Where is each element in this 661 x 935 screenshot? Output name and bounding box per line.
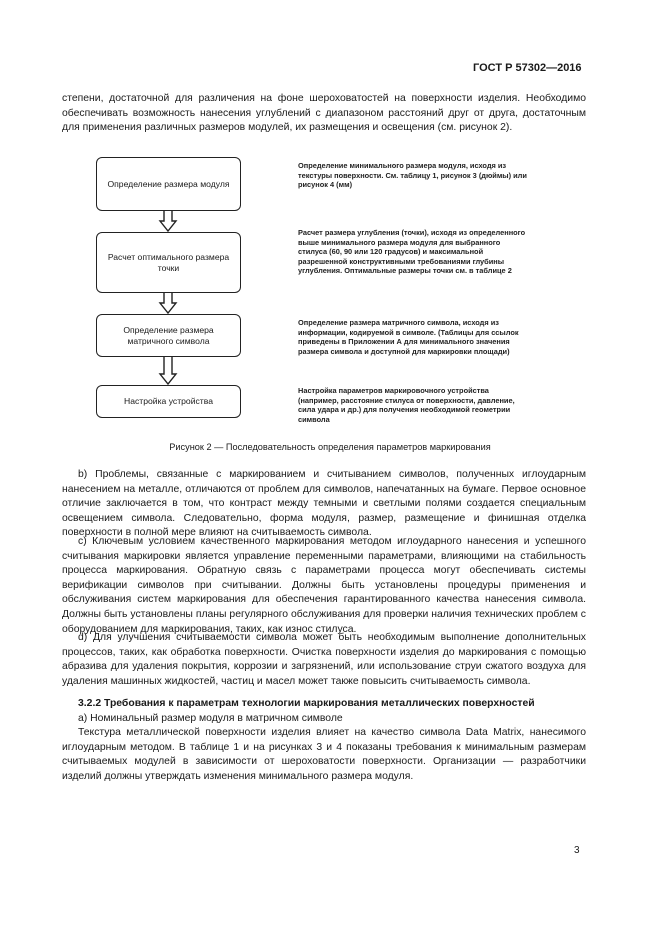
flow-note-4: Настройка параметров маркировочного устройства (например, расстояние стилуса от поверхности, давление, сила удара и др.) для получения необходимой геометрии символа — [298, 386, 515, 424]
flow-note-2: Расчет размера углубления (точки), исходя из определенного выше минимального размера модуля для выбранного стилуса (60, 90 или 120 градусов) и максимальной разрешенной конструктивными требованиями глубины углубления. Оптимальные размеры точки см. в таблице 2 — [298, 228, 526, 276]
flowchart-arrows — [0, 0, 661, 440]
sub-item-a: а) Номинальный размер модуля в матричном символе — [78, 713, 343, 724]
flow-note-3: Определение размера матричного символа, исходя из информации, кодируемой в символе. (Таблицы для ссылок приведены в Приложении А для минимального значения размера символа и доступной для маркировки площади) — [298, 318, 519, 356]
arrow-down-icon — [160, 210, 176, 231]
paragraph-d: d) Для улучшения считываемости символа может быть необходимым выполнение дополнительных процессов, таких, как обработка поверхности. Очистка поверхности изделия до маркирования с помощью абразива для удаления покрытия, коррозии и загрязнений, или использование струи сжатого воздуха для удаления машинных жидкостей, частиц и масел может также повысить считываемость символа. — [62, 632, 586, 687]
paragraph-b: b) Проблемы, связанные с маркированием и считыванием символов, полученных иглоударным нанесением на металле, отличаются от проблем для символов, напечатанных на бумаге. Первое основное отличие заключается в том, что контраст между темными и светлыми полями создается специальным освещением символа. Следовательно, форма модуля, размер, размещение и финишная отделка поверхности в полной мере влияют на считываемость символа. — [62, 469, 586, 539]
document-number: ГОСТ Р 57302—2016 — [473, 62, 582, 74]
section-heading: 3.2.2 Требования к параметрам технологии маркирования металлических поверхностей — [78, 698, 535, 709]
flow-note-1: Определение минимального размера модуля, исходя из текстуры поверхности. См. таблицу 1, рисунок 3 (дюймы) или рисунок 4 (мм) — [298, 161, 527, 190]
flow-step-3: Определение размера матричного символа — [96, 314, 241, 357]
arrow-down-icon — [160, 292, 176, 313]
page-number: 3 — [574, 845, 580, 856]
paragraph-c: c) Ключевым условием качественного маркирования методом иглоударного нанесения и успешного считывания маркировки является управление переменными параметрами, влияющими на стабильность процесса маркирования. Обратную связь с параметрами процесса могут обеспечивать системы верификации символов при считывании. Должны быть установлены процедуры применения и обслуживания систем маркирования для обеспечения гарантированного качества нанесения символа. Должны быть установлены планы регулярного обслуживания для проверки наличия технических проблем с оборудованием для маркирования, таких, как износ стилуса. — [62, 536, 586, 635]
flow-step-4: Настройка устройства — [96, 385, 241, 418]
intro-paragraph: степени, достаточной для различения на фоне шероховатостей на поверхности изделия. Необходимо обеспечивать возможность нанесения углублений с диапазоном расстояний друг от друга, достаточным для применения различных размеров модулей, их размещения и освещения (см. рисунок 2). — [62, 93, 586, 134]
final-paragraph: Текстура металлической поверхности изделия влияет на качество символа Data Matrix, нанесимого иглоударным методом. В таблице 1 и на рисунках 3 и 4 показаны требования к минимальным размерам считываемых модулей в зависимости от шероховатости поверхности. Организации — разработчики изделий должны утверждать изменения минимального размера модуля. — [62, 727, 586, 782]
flow-step-2: Расчет оптимального размера точки — [96, 232, 241, 293]
figure-caption: Рисунок 2 — Последовательность определения параметров маркирования — [169, 442, 491, 452]
flow-step-1: Определение размера модуля — [96, 157, 241, 211]
flowchart — [0, 0, 661, 440]
arrow-down-icon — [160, 356, 176, 384]
